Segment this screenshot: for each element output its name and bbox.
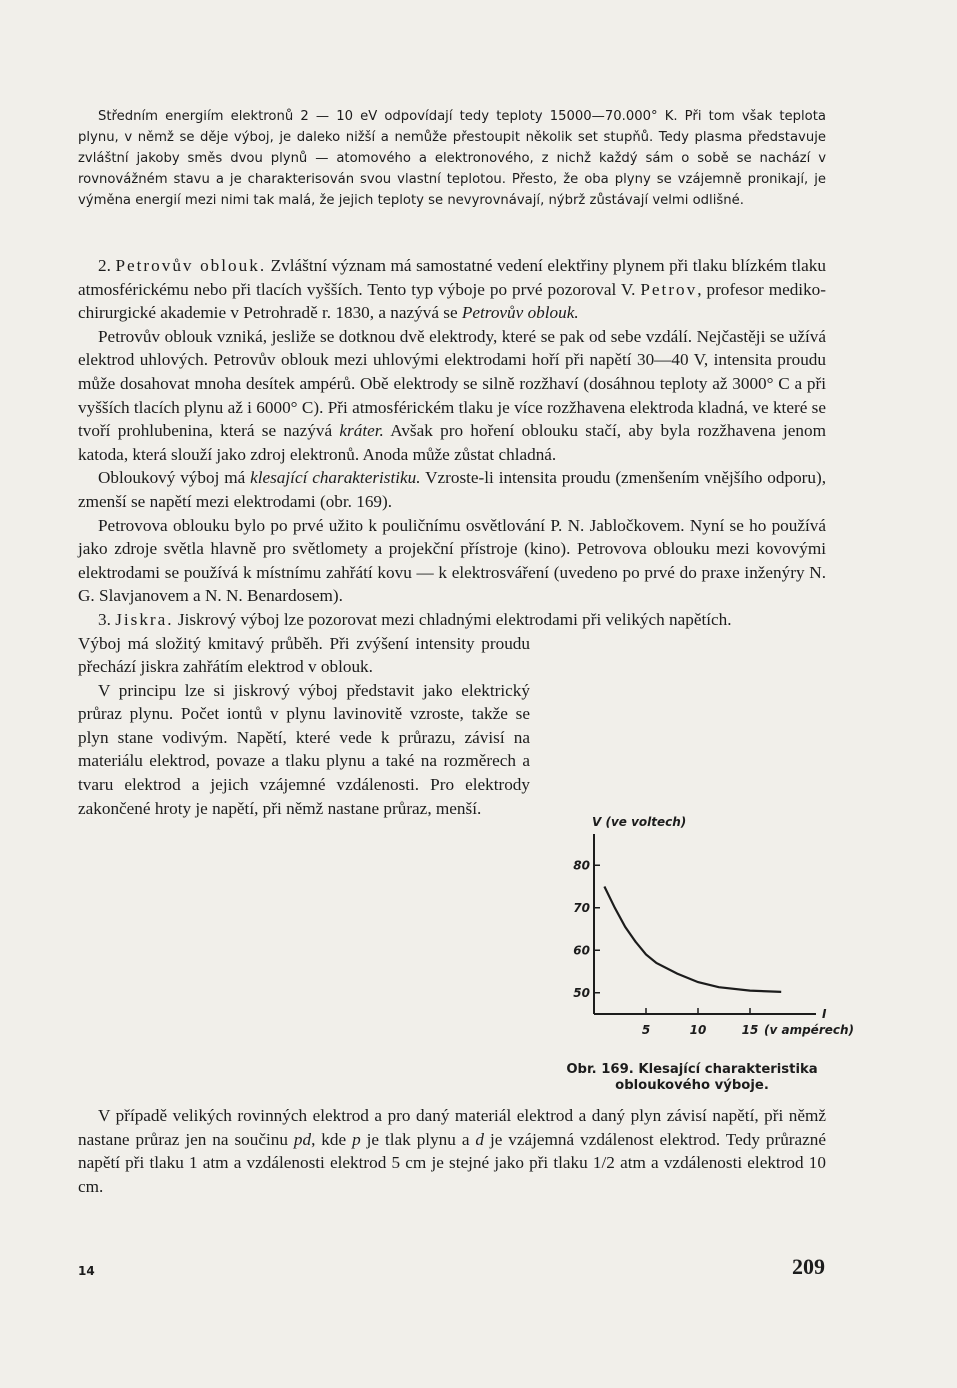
page-number: 209: [792, 1254, 825, 1279]
y-tick-label: 80: [573, 858, 590, 873]
term-falling-characteristic: klesající charakteristiku.: [250, 468, 421, 488]
section-2-paragraph-1: 2. Petrovův oblouk. Zvláštní význam má samostatné vedení elektřiny plynem při tlaku blízkém tlaku atmosférickému nebo při tlacích vyšších. Tento typ výboje po prvé pozoroval V. Petrov, profesor mediko-chirurgické akademie v Petrohradě r. 1830, a nazývá se Petrovův oblouk.: [78, 256, 826, 323]
y-tick-label: 70: [573, 900, 590, 915]
section-2-heading: Petrovův oblouk.: [115, 256, 267, 275]
characteristic-chart: [552, 815, 855, 1058]
author-name: Petrov: [640, 279, 698, 299]
term-petrov-arc: Petrovův oblouk.: [461, 303, 579, 323]
x-tick-label: 15: [741, 1023, 759, 1037]
caption-line-1: Obr. 169. Klesající charakteristika: [566, 1062, 818, 1077]
y-tick-label: 60: [573, 943, 590, 958]
x-axis-symbol: I: [822, 1007, 827, 1021]
y-tick-label: 50: [573, 985, 590, 1000]
x-axis-label: (v ampérech): [764, 1023, 855, 1037]
y-axis-label: V (ve voltech): [592, 815, 687, 829]
figure-caption: [552, 1062, 832, 1094]
term-crater: kráter.: [339, 421, 384, 441]
figure-169: [552, 815, 855, 1098]
characteristic-curve: [604, 887, 781, 992]
x-tick-label: 5: [641, 1023, 651, 1037]
plasma-paragraph: Středním energiím elektronů 2 — 10 eV odpovídají tedy teploty 15000—70.000° K. Při tom však teplota plynu, v němž se děje výboj, je daleko nižší a nemůže přestoupit několik set stupňů. Tedy plasma představuje zvláštní jakoby směs dvou plynů — atomového a elektronového, z nichž každý sám o sobě se nachází v rovnovážném stavu a je charakterisován svou vlastní teplotou. Přesto, že oba plyny se vzájemně pronikají, je výměna energií mezi nimi tak malá, že jejich teploty se nevyrovnávají, nýbrž zůstávají velmi odlišné.: [78, 109, 826, 208]
section-3-paragraph-1a: 3. Jiskra. Jiskrový výboj lze pozorovat mezi chladnými elektrodami při velikých napětích.: [98, 609, 732, 629]
small-print-paragraph: [78, 106, 826, 211]
x-tick-label: 10: [689, 1023, 707, 1037]
section-2-paragraph-3: Obloukový výboj má klesající charakteristiku. Vzroste-li intensita proudu (zmenšením vnějšího odporu), zmenší se napětí mezi elektrodami (obr. 169).: [78, 468, 827, 511]
section-3-number: 3.: [98, 609, 111, 629]
section-3-paragraph-1b: Výboj má složitý kmitavý průběh. Při zvýšení intensity proudu přechází jiskra zahřátím elektrod v oblouk.: [78, 633, 530, 677]
section-3-heading: Jiskra.: [115, 609, 174, 629]
section-3-paragraph-2: V principu lze si jiskrový výboj představit jako elektrický průraz plynu. Počet iontů v plynu lavinovitě vzroste, takže se plyn stane vodivým. Napětí, které vede k průrazu, závisí na materiálu elektrod, povaze a tlaku plynu a také na rozměrech a tvaru elektrod a jejich vzájemné vzdálenosti. Pro elektrody zakončené hroty je napětí, při němž nastane průraz, menší.: [78, 680, 530, 818]
section-2-paragraph-4: Petrovova oblouku bylo po prvé užito k pouličnímu osvětlování P. N. Jabločkovem. Nyní se ho používá jako zdroje světla hlavně pro světlomety a projekční přístroje (kino). Petrovova oblouku mezi kovovými elektrodami se používá k místnímu zahřátí kovu — k elektrosváření (uvedeno po prvé do praxe inženýry N. G. Slavjanovem a N. N. Benardosem).: [78, 515, 826, 606]
caption-line-2: obloukového výboje.: [615, 1078, 769, 1093]
main-text: [78, 254, 826, 820]
printer-signature: 14: [78, 1264, 95, 1278]
section-2-paragraph-2: Petrovův oblouk vzniká, jesliže se dotknou dvě elektrody, které se pak od sebe vzdálí. Nejčastěji se užívá elektrod uhlových. Petrovův oblouk mezi uhlovými elektrodami hoří při napětí 30—40 V, intensita proudu může dosahovat mnoha desítek ampérů. Obě elektrody se silně rozžhaví (dosáhnou teploty až 3000° C a při vyšších tlacích plynu až i 6000° C). Při atmosférickém tlaku je více rozžhavena elektroda kladná, ve které se tvoří prohlubenina, která se nazývá kráter. Avšak pro hoření oblouku stačí, aby byla rozžhavena jenom katoda, která slouží jako zdroj elektronů. Anoda může zůstat chladná.: [78, 326, 826, 464]
section-2-number: 2.: [98, 256, 111, 275]
main-text-continued: [78, 1104, 826, 1198]
section-3-paragraph-3: V případě velikých rovinných elektrod a pro daný materiál elektrod a daný plyn závisí napětí, při němž nastane průraz jen na součinu pd, kde p je tlak plynu a d je vzájemná vzdálenost elektrod. Tedy průrazné napětí při tlaku 1 atm a vzdálenosti elektrod 5 cm je stejné jako při tlaku 1/2 atm a vzdálenosti elektrod 10 cm.: [78, 1106, 826, 1196]
